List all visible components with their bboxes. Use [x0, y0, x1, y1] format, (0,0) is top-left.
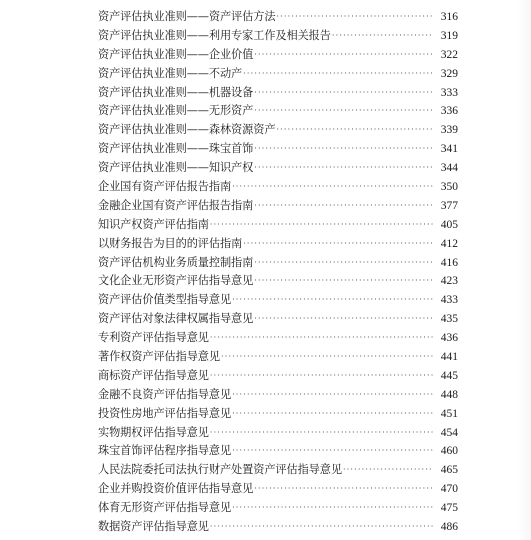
- toc-entry-title: 体育无形资产评估指导意见: [98, 501, 232, 515]
- toc-entry-title: 金融不良资产评估指导意见: [98, 387, 232, 401]
- toc-entry: [98, 65, 458, 84]
- toc-entry-page-number: 445: [440, 369, 458, 382]
- toc-dot-leader: [243, 65, 433, 84]
- toc-entry: [98, 291, 458, 310]
- toc-entry: [98, 461, 458, 480]
- toc-dot-leader: [254, 84, 433, 103]
- toc-dot-leader: [254, 159, 433, 178]
- toc-entry-page-number: 377: [440, 199, 458, 212]
- toc-entry: [98, 480, 458, 499]
- toc-dot-leader: [276, 8, 433, 27]
- toc-entry: [98, 84, 458, 103]
- toc-entry-page-number: 448: [440, 388, 458, 401]
- toc-dot-leader: [232, 291, 433, 310]
- toc-entry-title: 以财务报告为目的的评估指南: [98, 236, 243, 250]
- toc-entry: [98, 27, 458, 46]
- toc-entry: [98, 178, 458, 197]
- toc-entry-page-number: 460: [440, 445, 458, 458]
- toc-entry-page-number: 329: [440, 67, 458, 80]
- toc-entry-title: 资产评估价值类型指导意见: [98, 293, 232, 307]
- toc-entry-page-number: 454: [440, 426, 458, 439]
- toc-entry-title: 企业国有资产评估报告指南: [98, 180, 232, 194]
- toc-entry: [98, 235, 458, 254]
- toc-dot-leader: [210, 367, 433, 386]
- toc-entry-title: 金融企业国有资产评估报告指南: [98, 198, 254, 212]
- toc-entry: [98, 121, 458, 140]
- toc-entry: [98, 329, 458, 348]
- toc-entry: [98, 46, 458, 65]
- toc-dot-leader: [243, 235, 433, 254]
- toc-entry-page-number: 339: [440, 124, 458, 137]
- toc-entry-title: 数据资产评估指导意见: [98, 520, 209, 534]
- toc-entry-page-number: 333: [440, 86, 458, 99]
- toc-entry: [98, 348, 458, 367]
- toc-entry-page-number: 412: [440, 237, 458, 250]
- toc-entry-title: 著作权资产评估指导意见: [98, 350, 220, 364]
- toc-entry-page-number: 423: [440, 275, 458, 288]
- toc-entry-page-number: 416: [440, 256, 458, 269]
- toc-entry-page-number: 350: [440, 181, 458, 194]
- toc-entry-title: 实物期权评估指导意见: [98, 425, 209, 439]
- toc-entry-title: 资产评估执业准则——森林资源资产: [98, 123, 276, 137]
- toc-entry-page-number: 336: [440, 105, 458, 118]
- toc-dot-leader: [210, 424, 433, 443]
- toc-dot-leader: [343, 461, 433, 480]
- toc-dot-leader: [232, 386, 433, 405]
- toc-entry: [98, 424, 458, 443]
- toc-entry-page-number: 475: [440, 502, 458, 515]
- toc-dot-leader: [254, 140, 433, 159]
- table-of-contents: [98, 8, 458, 537]
- toc-entry-page-number: 322: [440, 48, 458, 61]
- toc-entry-title: 珠宝首饰评估程序指导意见: [98, 444, 232, 458]
- toc-dot-leader: [254, 197, 433, 216]
- toc-entry-page-number: 465: [440, 464, 458, 477]
- toc-dot-leader: [254, 480, 433, 499]
- toc-entry-title: 投资性房地产评估指导意见: [98, 406, 232, 420]
- toc-entry-title: 资产评估执业准则——利用专家工作及相关报告: [98, 28, 331, 42]
- toc-entry-page-number: 486: [440, 521, 458, 534]
- toc-entry-page-number: 344: [440, 162, 458, 175]
- toc-entry-page-number: 435: [440, 313, 458, 326]
- toc-dot-leader: [254, 254, 433, 273]
- toc-entry-page-number: 441: [440, 351, 458, 364]
- toc-dot-leader: [210, 329, 433, 348]
- toc-entry-title: 专利资产评估指导意见: [98, 331, 209, 345]
- toc-entry: [98, 310, 458, 329]
- toc-entry: [98, 140, 458, 159]
- toc-entry: [98, 254, 458, 273]
- toc-dot-leader: [254, 102, 433, 121]
- toc-entry-page-number: 433: [440, 294, 458, 307]
- toc-dot-leader: [210, 216, 433, 235]
- toc-entry-title: 资产评估执业准则——企业价值: [98, 47, 254, 61]
- toc-entry-page-number: 405: [440, 218, 458, 231]
- page-edge-shadow: [517, 0, 531, 540]
- toc-dot-leader: [276, 121, 433, 140]
- toc-dot-leader: [232, 405, 433, 424]
- toc-entry: [98, 442, 458, 461]
- toc-entry: [98, 102, 458, 121]
- toc-dot-leader: [254, 272, 433, 291]
- toc-entry-title: 资产评估机构业务质量控制指南: [98, 255, 254, 269]
- toc-entry-page-number: 341: [440, 143, 458, 156]
- toc-entry: [98, 272, 458, 291]
- toc-entry-title: 资产评估执业准则——资产评估方法: [98, 10, 276, 23]
- toc-entry: [98, 386, 458, 405]
- toc-entry: [98, 159, 458, 178]
- toc-entry: [98, 367, 458, 386]
- toc-entry-title: 资产评估执业准则——不动产: [98, 66, 243, 80]
- toc-entry-title: 知识产权资产评估指南: [98, 217, 209, 231]
- toc-dot-leader: [232, 178, 433, 197]
- toc-entry-page-number: 316: [440, 11, 458, 23]
- toc-dot-leader: [221, 348, 433, 367]
- toc-entry-page-number: 319: [440, 29, 458, 42]
- toc-entry-title: 人民法院委托司法执行财产处置资产评估指导意见: [98, 463, 342, 477]
- toc-entry-title: 文化企业无形资产评估指导意见: [98, 274, 254, 288]
- toc-dot-leader: [232, 442, 433, 461]
- toc-entry-title: 企业并购投资价值评估指导意见: [98, 482, 254, 496]
- toc-entry: [98, 405, 458, 424]
- toc-entry: [98, 8, 458, 27]
- toc-dot-leader: [254, 310, 433, 329]
- toc-entry-page-number: 451: [440, 407, 458, 420]
- toc-entry-title: 资产评估执业准则——机器设备: [98, 85, 254, 99]
- toc-entry: [98, 518, 458, 537]
- toc-entry: [98, 216, 458, 235]
- toc-entry-page-number: 470: [440, 483, 458, 496]
- toc-entry-title: 资产评估执业准则——知识产权: [98, 161, 254, 175]
- toc-dot-leader: [232, 499, 433, 518]
- toc-entry-title: 资产评估执业准则——无形资产: [98, 104, 254, 118]
- toc-dot-leader: [210, 518, 433, 537]
- toc-entry-title: 商标资产评估指导意见: [98, 368, 209, 382]
- toc-dot-leader: [254, 46, 433, 65]
- toc-entry: [98, 197, 458, 216]
- toc-entry-title: 资产评估执业准则——珠宝首饰: [98, 142, 254, 156]
- toc-dot-leader: [332, 27, 433, 46]
- toc-entry-page-number: 436: [440, 332, 458, 345]
- toc-entry: [98, 499, 458, 518]
- toc-entry-title: 资产评估对象法律权属指导意见: [98, 312, 254, 326]
